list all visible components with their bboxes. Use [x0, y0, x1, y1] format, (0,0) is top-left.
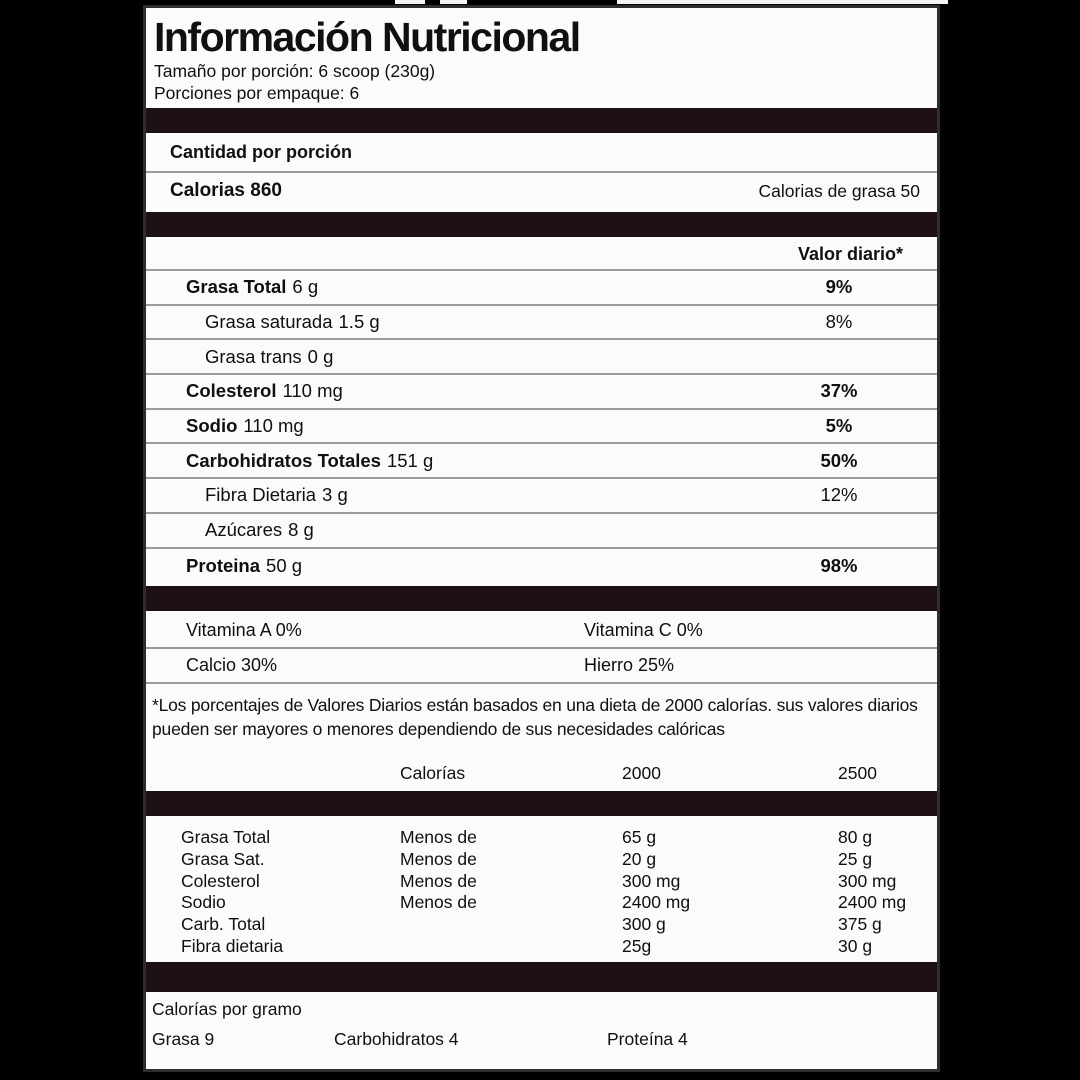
ref-name: Grasa Sat. [181, 848, 265, 869]
calories-column-header: Calorías [400, 763, 466, 784]
nutrient-name: Grasa trans [205, 345, 302, 367]
ref-name: Colesterol [181, 870, 260, 891]
label-title: Información Nutricional [154, 14, 580, 60]
nutrient-amount: 50 g [266, 554, 303, 576]
ref-name: Grasa Total [181, 827, 271, 848]
calories-row [146, 173, 937, 209]
calories-per-gram-values [146, 1026, 937, 1054]
photo-artifact-sliver [440, 0, 467, 4]
ref-2000: 25g [622, 935, 652, 956]
mineral-row [146, 649, 937, 684]
nutrient-amount: 8 g [288, 519, 314, 541]
nutrient-row-cholesterol [146, 375, 937, 410]
reference-table [146, 816, 937, 962]
daily-value-header: Valor diario* [797, 244, 903, 264]
nutrient-amount: 1.5 g [338, 311, 380, 333]
nutrient-daily-value: 37% [820, 380, 858, 402]
nutrient-name: Sodio [186, 415, 238, 437]
ref-qualifier: Menos de [400, 827, 477, 848]
iron: Hierro 25% [584, 655, 675, 676]
table-row [146, 827, 937, 849]
nutrient-daily-value: 5% [825, 415, 853, 437]
nutrient-name: Grasa saturada [205, 311, 333, 333]
nutrient-row-protein [146, 549, 937, 584]
separator-bar [146, 212, 937, 237]
nutrient-amount: 110 mg [282, 380, 343, 402]
ref-2500: 375 g [838, 914, 882, 934]
nutrient-daily-value: 98% [820, 554, 858, 576]
reference-table-header [146, 741, 937, 791]
nutrient-row-total-fat [146, 271, 937, 306]
ref-2500: 25 g [838, 848, 873, 869]
ref-name: Sodio [181, 892, 226, 913]
carbs-per-gram: Carbohidratos 4 [334, 1029, 459, 1050]
servings-per-package: Porciones por empaque: 6 [154, 83, 360, 103]
nutrient-row-trans-fat [146, 340, 937, 375]
photo-artifact-sliver [617, 0, 948, 4]
separator-bar [146, 962, 937, 992]
fat-per-gram: Grasa 9 [152, 1029, 215, 1050]
ref-2500: 2400 mg [838, 892, 907, 913]
ref-name: Carb. Total [181, 914, 266, 934]
photo-artifact-sliver [395, 0, 425, 4]
ref-qualifier: Menos de [400, 848, 477, 869]
serving-size: Tamaño por porción: 6 scoop (230g) [154, 61, 436, 81]
col-2000-header: 2000 [622, 763, 661, 784]
separator-bar [146, 586, 937, 611]
nutrient-name: Proteina [186, 554, 261, 576]
protein-per-gram: Proteína 4 [607, 1029, 688, 1050]
nutrient-name: Fibra Dietaria [205, 484, 317, 506]
ref-2000: 2400 mg [622, 892, 691, 913]
label-header [146, 8, 937, 108]
ref-name: Fibra dietaria [181, 935, 284, 956]
nutrient-row-total-carbs [146, 444, 937, 479]
separator-bar [146, 791, 937, 816]
ref-2500: 80 g [838, 827, 873, 848]
ref-2500: 30 g [838, 935, 873, 956]
nutrient-amount: 110 mg [243, 415, 304, 437]
ref-2000: 300 g [622, 914, 666, 934]
daily-value-footnote: *Los porcentajes de Valores Diarios están basados en una dieta de 2000 calorías. sus valores diarios pueden ser mayores o menores dependiendo de sus necesidades calóricas [152, 695, 918, 740]
nutrient-name: Azúcares [205, 519, 283, 541]
nutrient-daily-value: 50% [820, 449, 858, 471]
amount-per-serving-label: Cantidad por porción [170, 141, 352, 162]
amount-per-serving-row [146, 133, 937, 173]
calories-per-gram-title: Calorías por gramo [152, 998, 302, 1019]
ref-2000: 20 g [622, 848, 657, 869]
col-2500-header: 2500 [838, 763, 877, 784]
table-row [146, 936, 937, 958]
vitamin-a: Vitamina A 0% [186, 620, 302, 641]
ref-qualifier [400, 936, 622, 958]
nutrient-daily-value: 12% [820, 484, 858, 506]
nutrient-amount: 3 g [322, 484, 348, 506]
ref-qualifier: Menos de [400, 870, 477, 891]
daily-value-header-row [146, 240, 937, 271]
nutrient-name: Carbohidratos Totales [186, 449, 381, 471]
nutrient-amount: 151 g [386, 449, 434, 471]
nutrient-name: Grasa Total [186, 276, 287, 298]
vitamin-c: Vitamina C 0% [584, 620, 703, 641]
nutrient-row-sugars [146, 514, 937, 549]
nutrient-daily-value: 9% [825, 276, 853, 298]
nutrient-amount: 6 g [292, 276, 319, 298]
table-row [146, 892, 937, 914]
nutrient-amount: 0 g [307, 345, 334, 367]
ref-qualifier [400, 914, 622, 936]
calories-from-fat: Calorias de grasa 50 [758, 180, 920, 201]
vitamin-row [146, 614, 937, 649]
ref-2000: 300 mg [622, 870, 681, 891]
nutrient-row-saturated-fat [146, 306, 937, 341]
table-row [146, 871, 937, 893]
table-row [146, 849, 937, 871]
nutrient-daily-value: 8% [825, 311, 853, 333]
nutrient-row-sodium [146, 410, 937, 445]
calcium: Calcio 30% [186, 655, 278, 676]
ref-2000: 65 g [622, 827, 657, 848]
nutrition-label [143, 5, 940, 1072]
nutrient-name: Colesterol [186, 380, 277, 402]
ref-2500: 300 mg [838, 870, 897, 891]
ref-qualifier: Menos de [400, 892, 477, 913]
calories-value: Calorias 860 [170, 180, 282, 201]
table-row [146, 914, 937, 936]
nutrient-row-dietary-fiber [146, 479, 937, 514]
separator-bar [146, 108, 937, 133]
